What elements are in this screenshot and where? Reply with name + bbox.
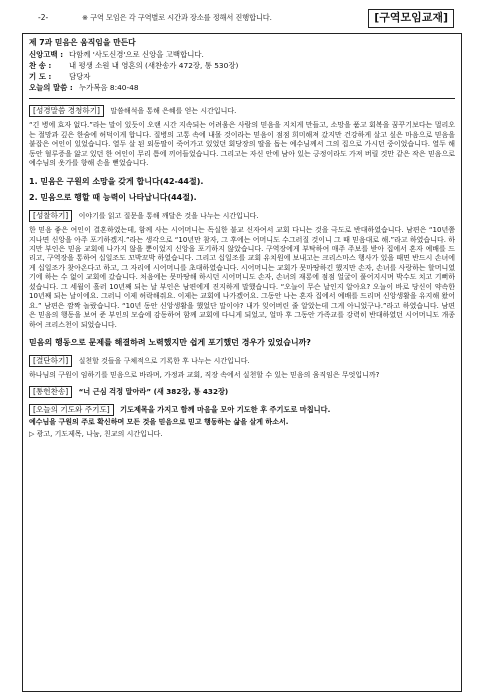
lesson-item-key: 신앙고백 : [29,50,64,60]
section-reflection [29,210,455,349]
material-badge: [구역모임교재] [368,9,454,28]
page-header [22,9,462,29]
content-frame [22,33,462,692]
lesson-item-key: 오늘의 말씀 : [29,82,73,92]
header-note: ※ 구역 모임은 각 구역별로 시간과 장소를 정해서 진행합니다. [82,13,272,22]
lesson-item-value: 담당자 [69,71,91,81]
section-body: 하나님의 구원이 임하기를 믿음으로 바라며, 가정과 교회, 직장 속에서 실천할 수 있는 믿음의 움직임은 무엇입니까? [29,370,380,379]
section-offering-hymn [29,386,455,398]
point-two: 2. 믿음으로 행할 때 능력이 나타납니다(44절). [29,193,197,203]
prayer-line-3: ▷ 광고, 기도제목, 나눔, 친교의 시간입니다. [29,429,163,438]
lesson-item-scripture [29,83,455,93]
section-body: “긴 병에 효자 없다.”라는 말이 있듯이 오랜 시간 지속되는 어려움은 사람의 믿음을 지치게 만들고, 소망을 품고 회복을 꿈꾸기보다는 멀리오는 절망과 깊은 한숨에 허덕이게 합니다. 질병의 고통 속에 내몰 것이라는 믿음이 점점 희미해져 갔지만 건강하게 살고 싶은 마음으로 믿음을 붙잡은 여인이 있었습니다. 열두 살 된 외동딸이 죽어가고 있었던 회당장의 딸을 돕는 예수님께서 그의 집으로 가시던 중이었습니다. 열두 해 동안 혈루증을 앓고 있던 한 여인이 무리 틈에 끼어들었습니다. 그리고는 자신 안에 남아 있는 긍정이라도 가져 버릴 것만 같은 작은 믿음으로 예수님의 옷가를 향해 손을 뻗었습니다. [29,121,455,168]
section-caption: 실천할 것들을 구체적으로 기록한 후 나누는 시간입니다. [78,356,250,365]
section-label: [통헌찬송] [29,386,72,398]
section-label: [성경말씀 경청하기] [29,105,104,117]
lesson-item-prayer [29,72,455,82]
content-body [29,38,455,439]
lesson-item-value: 다함께 '사도신경'으로 신앙을 고백합니다. [69,50,204,60]
prayer-line-2: 예수님을 구원의 주로 확신하며 모든 것을 믿음으로 믿고 행동하는 삶을 살게 하소서. [29,418,289,427]
section-body: 한 믿음 좋은 여인이 결혼하였는데, 함께 사는 시어머니는 독실한 불교 신자여서 교회 다니는 것을 극도로 반대하였습니다. 남편은 “10년쯤 지나면 신앙을 아주 포기하겠지.”라는 생각으로 “10년만 참자, 그 후에는 어머니도 수그러질 것이니 그 때 믿음대로 해.”라고 하였습니다. 하지만 부인은 믿음 교회에 나가지 않을 뿐이었지 신앙을 포기하지 않았습니다. 구역장에게 부탁하여 매주 주보를 받아 집에서 혼자 예배를 드리고, 구역장을 통하여 십일조도 꼬박꼬박 하였습니다. 그리고 십일조를 교회 유치원에 보내고는 크리스마스 행사가 있을 때면 반드시 손녀에게 십일조가 찾아온다고 하고, 그 자리에 시어머니를 초대하였습니다. 시어머니는 교회가 못마땅하긴 했지만 손자, 손녀를 사랑하는 할머니였기에 하는 수 없이 교회에 갔습니다. 처음에는 못마땅해 하시던 시어머니도 손자, 손녀의 재롱에 점점 얼굴이 풀어지시며 박수도 치고 기뻐하셨습니다. 그 세월이 흘러 10년째 되는 날 부인은 남편에게 진지하게 말했습니다. “오늘이 무슨 날인지 알아요? 오늘이 바로 당신이 약속한 10년째 되는 날이에요. 그러니 이제 허락해줘요. 이제는 교회에 나가겠어요. 그동안 나는 혼자 집에서 예배를 드리며 신앙생활을 유지해 왔어요.” 남편은 깜짝 놀랐습니다. “10년 동안 신앙생활을 했었단 말이야? 내가 잊어버린 줄 알았는데 그게 아니었구나.”라고 하였습니다. 남편은 믿음의 행동을 보여 준 부인의 모습에 감동하여 함께 교회에 다니게 되었고, 얼마 후 그동안 가족교를 강력히 반대하였던 시어머니도 개종하여 크리스천이 되었습니다. [29,226,455,329]
lesson-title: 제 7과 믿음은 움직임을 만든다 [29,38,136,47]
section-label: [오늘의 기도와 주기도] [29,404,114,416]
lesson-item-value: 내 평생 소원 내 영혼의 (새찬송가 472장, 통 530장) [69,61,239,71]
section-label: [결단하기] [29,355,72,367]
lesson-item-value: 누가복음 8:40-48 [79,82,139,92]
section-listening [29,105,455,204]
section-prayer [29,404,455,439]
offering-hymn-text: “너 근심 걱정 말아라” (새 382장, 통 432장) [78,387,229,397]
section-decision [29,355,455,380]
reflection-question: 믿음의 행동으로 문제를 해결하려 노력했지만 쉽게 포기했던 경우가 있었습니까? [29,337,311,347]
page-number: -2- [38,13,49,22]
section-label: [성찰하기] [29,210,72,222]
divider [29,98,455,99]
section-caption: 이야기를 읽고 질문을 통해 깨달은 것을 나누는 시간입니다. [78,212,259,221]
prayer-line-1: 기도제목을 가지고 함께 마음을 모아 기도한 후 주기도로 마칩니다. [120,405,331,415]
lesson-item-hymn [29,61,455,71]
lesson-item-creed [29,50,455,60]
point-one: 1. 믿음은 구원의 소망을 갖게 합니다(42-44절). [29,176,204,186]
section-caption: 말씀해석을 통해 은혜를 얻는 시간입니다. [110,107,237,116]
lesson-item-key: 기 도 : [29,71,52,81]
lesson-item-key: 찬 송 : [29,61,52,71]
